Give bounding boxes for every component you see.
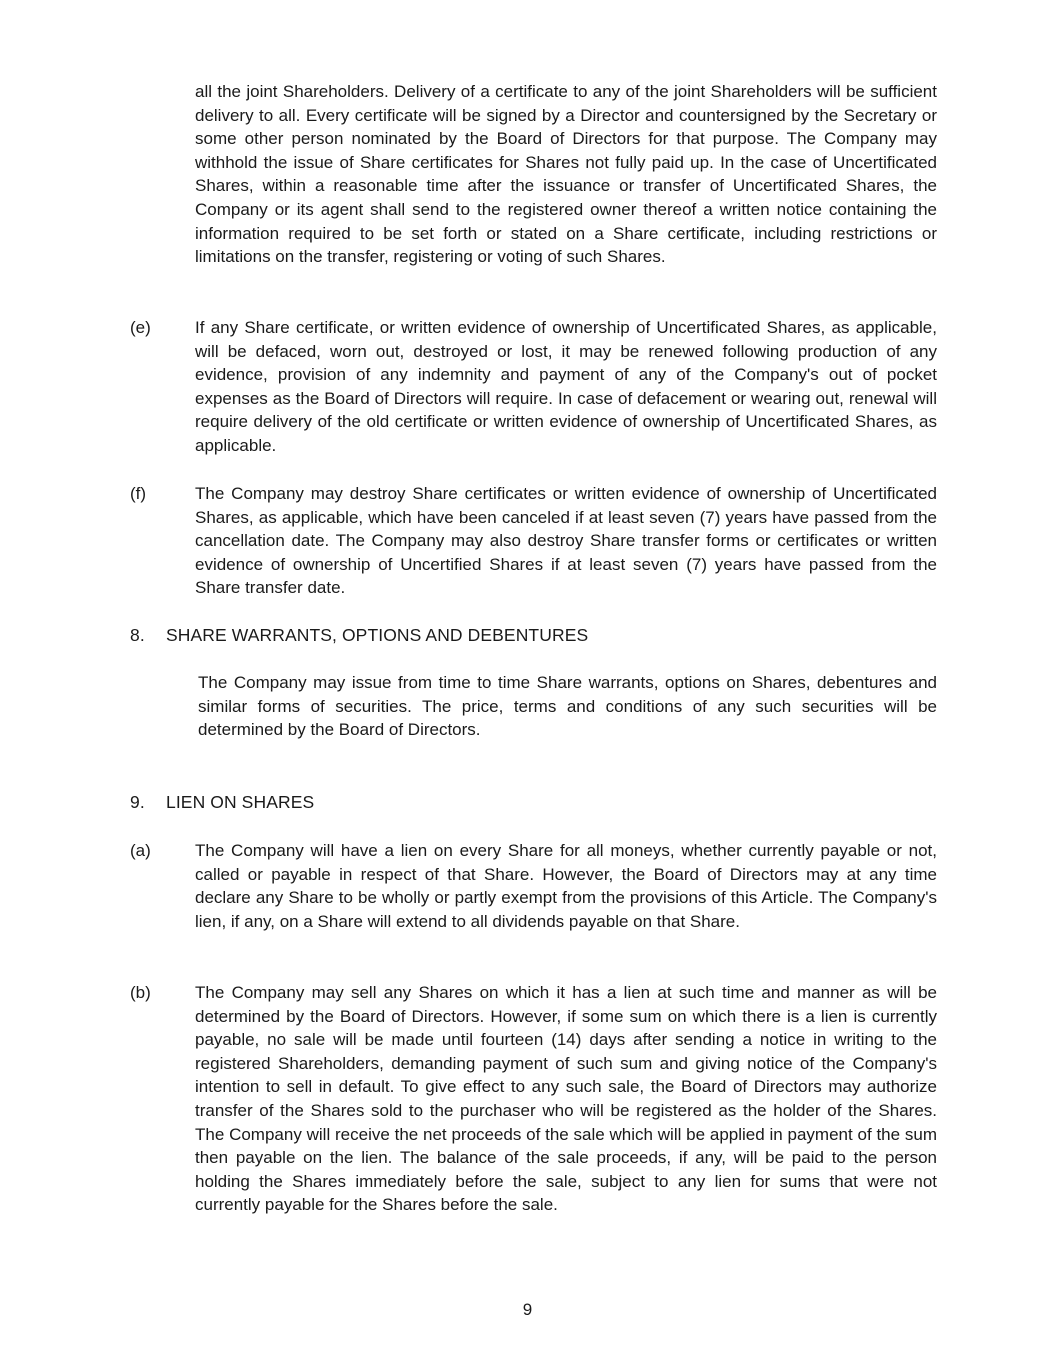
clause-9a-text: The Company will have a lien on every Share for all moneys, whether currently payable or not, called or payable in respect of that Share. However, the Board of Directors may at any time declare any Share to be wholly or partly exempt from the provisions of this Article. The Company's lien, if any, on a Share will extend to all dividends payable on that Share.: [195, 841, 937, 931]
section-8-number: 8.: [130, 625, 145, 645]
clause-9b-marker: (b): [130, 983, 151, 1002]
section-9-title: LIEN ON SHARES: [166, 792, 315, 812]
clause-f-marker: (f): [130, 484, 147, 503]
clause-e-marker: (e): [130, 318, 151, 337]
section-9-number: 9.: [130, 792, 145, 812]
continuation-paragraph: all the joint Shareholders. Delivery of a certificate to any of the joint Shareholders will be sufficient delivery to all. Every certificate will be signed by a Director and countersigned by the Secretary or some other person nominated by the Board of Directors for that purpose. The Company may withhold the issue of Share certificates for Shares not fully paid up. In the case of Uncertificated Shares, within a reasonable time after the issuance or transfer of Uncertificated Shares, the Company or its agent shall send to the registered owner thereof a written notice containing the information required to be set forth or stated on a Share certificate, including restrictions or limitations on the transfer, registering or voting of such Shares.: [195, 82, 937, 267]
section-8-heading: [130, 624, 588, 648]
clause-e-text: If any Share certificate, or written evidence of ownership of Uncertificated Shares, as applicable, will be defaced, worn out, destroyed or lost, it may be renewed following production of any evidence, provision of any indemnity and payment of any of the Company's out of pocket expenses as the Board of Directors will require. In case of defacement or wearing out, renewal will require delivery of the old certificate or written evidence of ownership of Uncertificated Shares, as applicable.: [195, 318, 937, 455]
section-8-body: The Company may issue from time to time Share warrants, options on Shares, debentures and similar forms of securities. The price, terms and conditions of any such securities will be determined by the Board of Directors.: [198, 673, 937, 740]
clause-9a-marker: (a): [130, 841, 151, 860]
section-9-heading: [130, 791, 314, 815]
section-8-title: SHARE WARRANTS, OPTIONS AND DEBENTURES: [166, 625, 589, 645]
page-number: 9: [522, 1300, 533, 1319]
clause-f-text: The Company may destroy Share certificates or written evidence of ownership of Uncertificated Shares, as applicable, which have been canceled if at least seven (7) years have passed from the cancellation date. The Company may also destroy Share transfer forms or certificates or written evidence of ownership of Uncertified Shares if at least seven (7) years have passed from the Share transfer date.: [195, 484, 937, 598]
clause-9b-text: The Company may sell any Shares on which it has a lien at such time and manner as will be determined by the Board of Directors. However, if some sum on which there is a lien is currently payable, no sale will be made until fourteen (14) days after sending a notice in writing to the registered Shareholders, demanding payment of such sum and giving notice of the Company's intention to sell in default. To give effect to any such sale, the Board of Directors may authorize transfer of the Shares sold to the purchaser who will be registered as the holder of the Shares. The Company will receive the net proceeds of the sale which will be applied in payment of the sum then payable on the lien. The balance of the sale proceeds, if any, will be paid to the person holding the Shares immediately before the sale, subject to any lien for sums that were not currently payable for the Shares before the sale.: [195, 983, 937, 1215]
